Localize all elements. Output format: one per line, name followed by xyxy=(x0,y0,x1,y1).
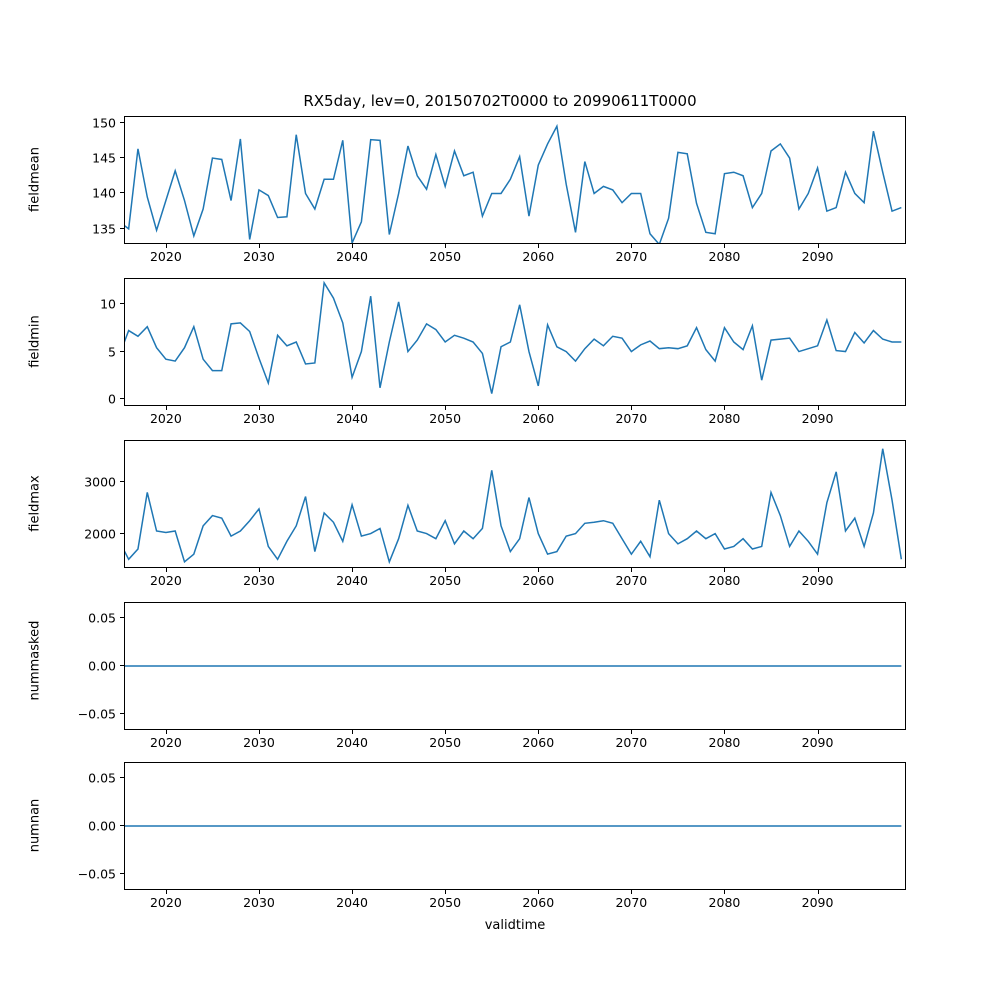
x-tick-label: 2060 xyxy=(522,895,555,910)
y-axis-label-text: fieldmax xyxy=(27,475,43,532)
x-tick-label: 2080 xyxy=(708,249,741,264)
y-tick-label: 0 xyxy=(108,391,116,407)
x-tick-label: 2090 xyxy=(801,573,834,588)
x-tick-mark xyxy=(538,730,539,734)
y-tick-mark xyxy=(120,303,124,304)
x-tick-mark xyxy=(724,568,725,572)
x-tick-label: 2090 xyxy=(801,411,834,426)
x-tick-label: 2050 xyxy=(429,249,462,264)
figure-title: RX5day, lev=0, 20150702T0000 to 20990611T0000 xyxy=(303,92,697,110)
data-line xyxy=(125,449,901,562)
x-tick-label: 2040 xyxy=(336,735,368,750)
subplot-fieldmax xyxy=(124,440,906,568)
plot-area-fieldmean xyxy=(125,117,905,243)
x-tick-label: 2060 xyxy=(522,573,555,588)
x-tick-mark xyxy=(724,730,725,734)
y-axis-label-fieldmean xyxy=(0,147,70,212)
x-tick-mark xyxy=(259,568,260,572)
x-tick-mark xyxy=(538,244,539,248)
x-tick-mark xyxy=(166,730,167,734)
x-tick-mark xyxy=(352,406,353,410)
x-tick-mark xyxy=(445,244,446,248)
x-tick-label: 2030 xyxy=(243,411,275,426)
x-tick-mark xyxy=(631,890,632,894)
x-tick-label: 2080 xyxy=(708,573,741,588)
plot-area-numnan xyxy=(125,763,905,889)
y-tick-mark xyxy=(120,351,124,352)
x-tick-mark xyxy=(818,244,819,248)
y-tick-label: 0.00 xyxy=(88,658,116,674)
y-tick-label: 3000 xyxy=(84,474,116,490)
x-tick-mark xyxy=(538,406,539,410)
y-tick-mark xyxy=(120,533,124,534)
x-tick-label: 2060 xyxy=(522,249,555,264)
x-tick-label: 2060 xyxy=(522,735,555,750)
x-tick-mark xyxy=(259,890,260,894)
y-tick-label: 145 xyxy=(92,150,116,166)
x-tick-label: 2070 xyxy=(615,895,648,910)
x-tick-label: 2090 xyxy=(801,249,834,264)
x-tick-mark xyxy=(166,890,167,894)
x-tick-label: 2030 xyxy=(243,735,275,750)
y-tick-label: 5 xyxy=(108,344,116,360)
data-line xyxy=(125,126,901,243)
y-tick-label: 0.05 xyxy=(88,610,116,626)
y-tick-label: 150 xyxy=(92,115,116,131)
x-tick-mark xyxy=(538,890,539,894)
x-tick-label: 2020 xyxy=(149,573,182,588)
x-tick-label: 2030 xyxy=(243,573,275,588)
plot-area-fieldmax xyxy=(125,441,905,567)
x-tick-label: 2090 xyxy=(801,895,834,910)
x-tick-mark xyxy=(445,890,446,894)
y-tick-label: 2000 xyxy=(84,526,116,542)
plot-area-nummasked xyxy=(125,603,905,729)
x-tick-label: 2040 xyxy=(336,411,368,426)
x-tick-mark xyxy=(818,730,819,734)
x-tick-mark xyxy=(352,568,353,572)
x-tick-label: 2080 xyxy=(708,735,741,750)
x-tick-mark xyxy=(445,568,446,572)
x-tick-mark xyxy=(818,890,819,894)
x-tick-label: 2070 xyxy=(615,249,648,264)
y-tick-mark xyxy=(120,617,124,618)
x-tick-label: 2090 xyxy=(801,735,834,750)
x-tick-mark xyxy=(631,568,632,572)
y-tick-mark xyxy=(120,398,124,399)
x-tick-label: 2040 xyxy=(336,573,368,588)
x-tick-mark xyxy=(352,244,353,248)
x-tick-mark xyxy=(166,568,167,572)
x-tick-label: 2020 xyxy=(149,411,182,426)
x-tick-mark xyxy=(631,730,632,734)
y-tick-label: −0.05 xyxy=(77,706,116,722)
y-tick-mark xyxy=(120,122,124,123)
y-tick-mark xyxy=(120,157,124,158)
x-tick-mark xyxy=(724,244,725,248)
y-tick-label: 10 xyxy=(100,296,116,312)
x-tick-mark xyxy=(818,406,819,410)
x-tick-mark xyxy=(631,244,632,248)
y-tick-mark xyxy=(120,665,124,666)
y-tick-label: −0.05 xyxy=(77,866,116,882)
x-axis-label: validtime xyxy=(484,918,546,933)
x-tick-label: 2030 xyxy=(243,895,275,910)
y-tick-mark xyxy=(120,228,124,229)
x-tick-mark xyxy=(259,406,260,410)
y-axis-label-text: fieldmin xyxy=(27,315,43,368)
x-tick-mark xyxy=(724,890,725,894)
x-tick-label: 2030 xyxy=(243,249,275,264)
y-tick-label: 0.00 xyxy=(88,818,116,834)
x-tick-label: 2080 xyxy=(708,895,741,910)
y-axis-label-text: nummasked xyxy=(27,620,43,701)
x-tick-mark xyxy=(445,406,446,410)
x-tick-label: 2040 xyxy=(336,895,368,910)
x-tick-label: 2070 xyxy=(615,411,648,426)
data-line xyxy=(125,283,901,394)
y-tick-mark xyxy=(120,777,124,778)
x-tick-label: 2050 xyxy=(429,735,462,750)
x-tick-label: 2020 xyxy=(149,249,182,264)
x-tick-label: 2070 xyxy=(615,573,648,588)
y-tick-label: 0.05 xyxy=(88,770,116,786)
y-axis-label-text: fieldmean xyxy=(27,147,43,212)
x-tick-mark xyxy=(631,406,632,410)
x-tick-label: 2050 xyxy=(429,411,462,426)
x-tick-mark xyxy=(352,890,353,894)
x-tick-mark xyxy=(538,568,539,572)
x-tick-label: 2050 xyxy=(429,573,462,588)
y-tick-mark xyxy=(120,825,124,826)
y-tick-mark xyxy=(120,192,124,193)
x-tick-mark xyxy=(259,244,260,248)
x-tick-mark xyxy=(445,730,446,734)
x-tick-label: 2060 xyxy=(522,411,555,426)
y-tick-mark xyxy=(120,873,124,874)
subplot-numnan xyxy=(124,762,906,890)
x-tick-mark xyxy=(352,730,353,734)
x-tick-label: 2040 xyxy=(336,249,368,264)
y-tick-label: 135 xyxy=(92,221,116,237)
plot-area-fieldmin xyxy=(125,279,905,405)
y-axis-label-fieldmax xyxy=(0,475,70,532)
x-tick-mark xyxy=(166,244,167,248)
x-tick-label: 2080 xyxy=(708,411,741,426)
x-tick-mark xyxy=(166,406,167,410)
y-tick-mark xyxy=(120,713,124,714)
x-tick-label: 2050 xyxy=(429,895,462,910)
x-tick-mark xyxy=(259,730,260,734)
x-tick-mark xyxy=(818,568,819,572)
x-tick-label: 2070 xyxy=(615,735,648,750)
x-tick-label: 2020 xyxy=(149,895,182,910)
y-axis-label-text: numnan xyxy=(27,798,43,853)
subplot-nummasked xyxy=(124,602,906,730)
y-tick-mark xyxy=(120,481,124,482)
subplot-fieldmean xyxy=(124,116,906,244)
x-tick-mark xyxy=(724,406,725,410)
y-tick-label: 140 xyxy=(92,185,116,201)
subplot-fieldmin xyxy=(124,278,906,406)
x-tick-label: 2020 xyxy=(149,735,182,750)
